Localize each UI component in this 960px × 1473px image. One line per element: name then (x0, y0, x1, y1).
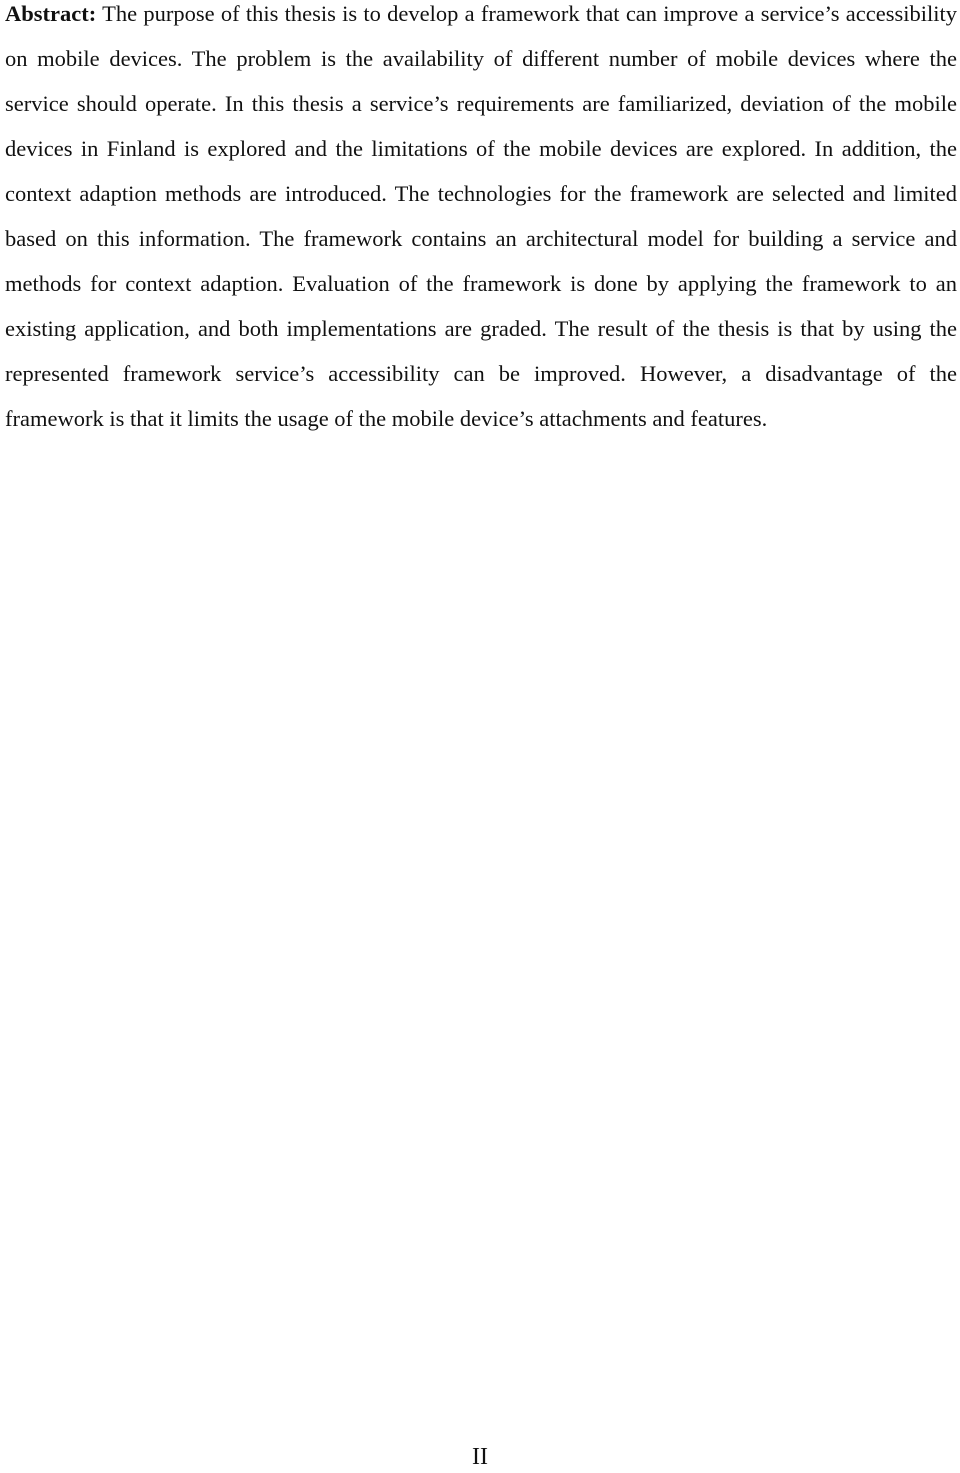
page-number: II (472, 1444, 488, 1470)
abstract-paragraph (5, 0, 957, 441)
abstract-label: Abstract: (5, 1, 97, 26)
abstract-text: The purpose of this thesis is to develop a framework that can improve a service’s accessibility on mobile devices. The problem is the availability of different number of mobile devices where the service should operate. In this thesis a service’s requirements are familiarized, deviation of the mobile devices in Finland is explored and the limitations of the mobile devices are explored. In addition, the context adaption methods are introduced. The technologies for the framework are selected and limited based on this information. The framework contains an architectural model for building a service and methods for context adaption. Evaluation of the framework is done by applying the framework to an existing application, and both implementations are graded. The result of the thesis is that by using the represented framework service’s accessibility can be improved. However, a disadvantage of the framework is that it limits the usage of the mobile device’s attachments and features. (5, 1, 957, 431)
